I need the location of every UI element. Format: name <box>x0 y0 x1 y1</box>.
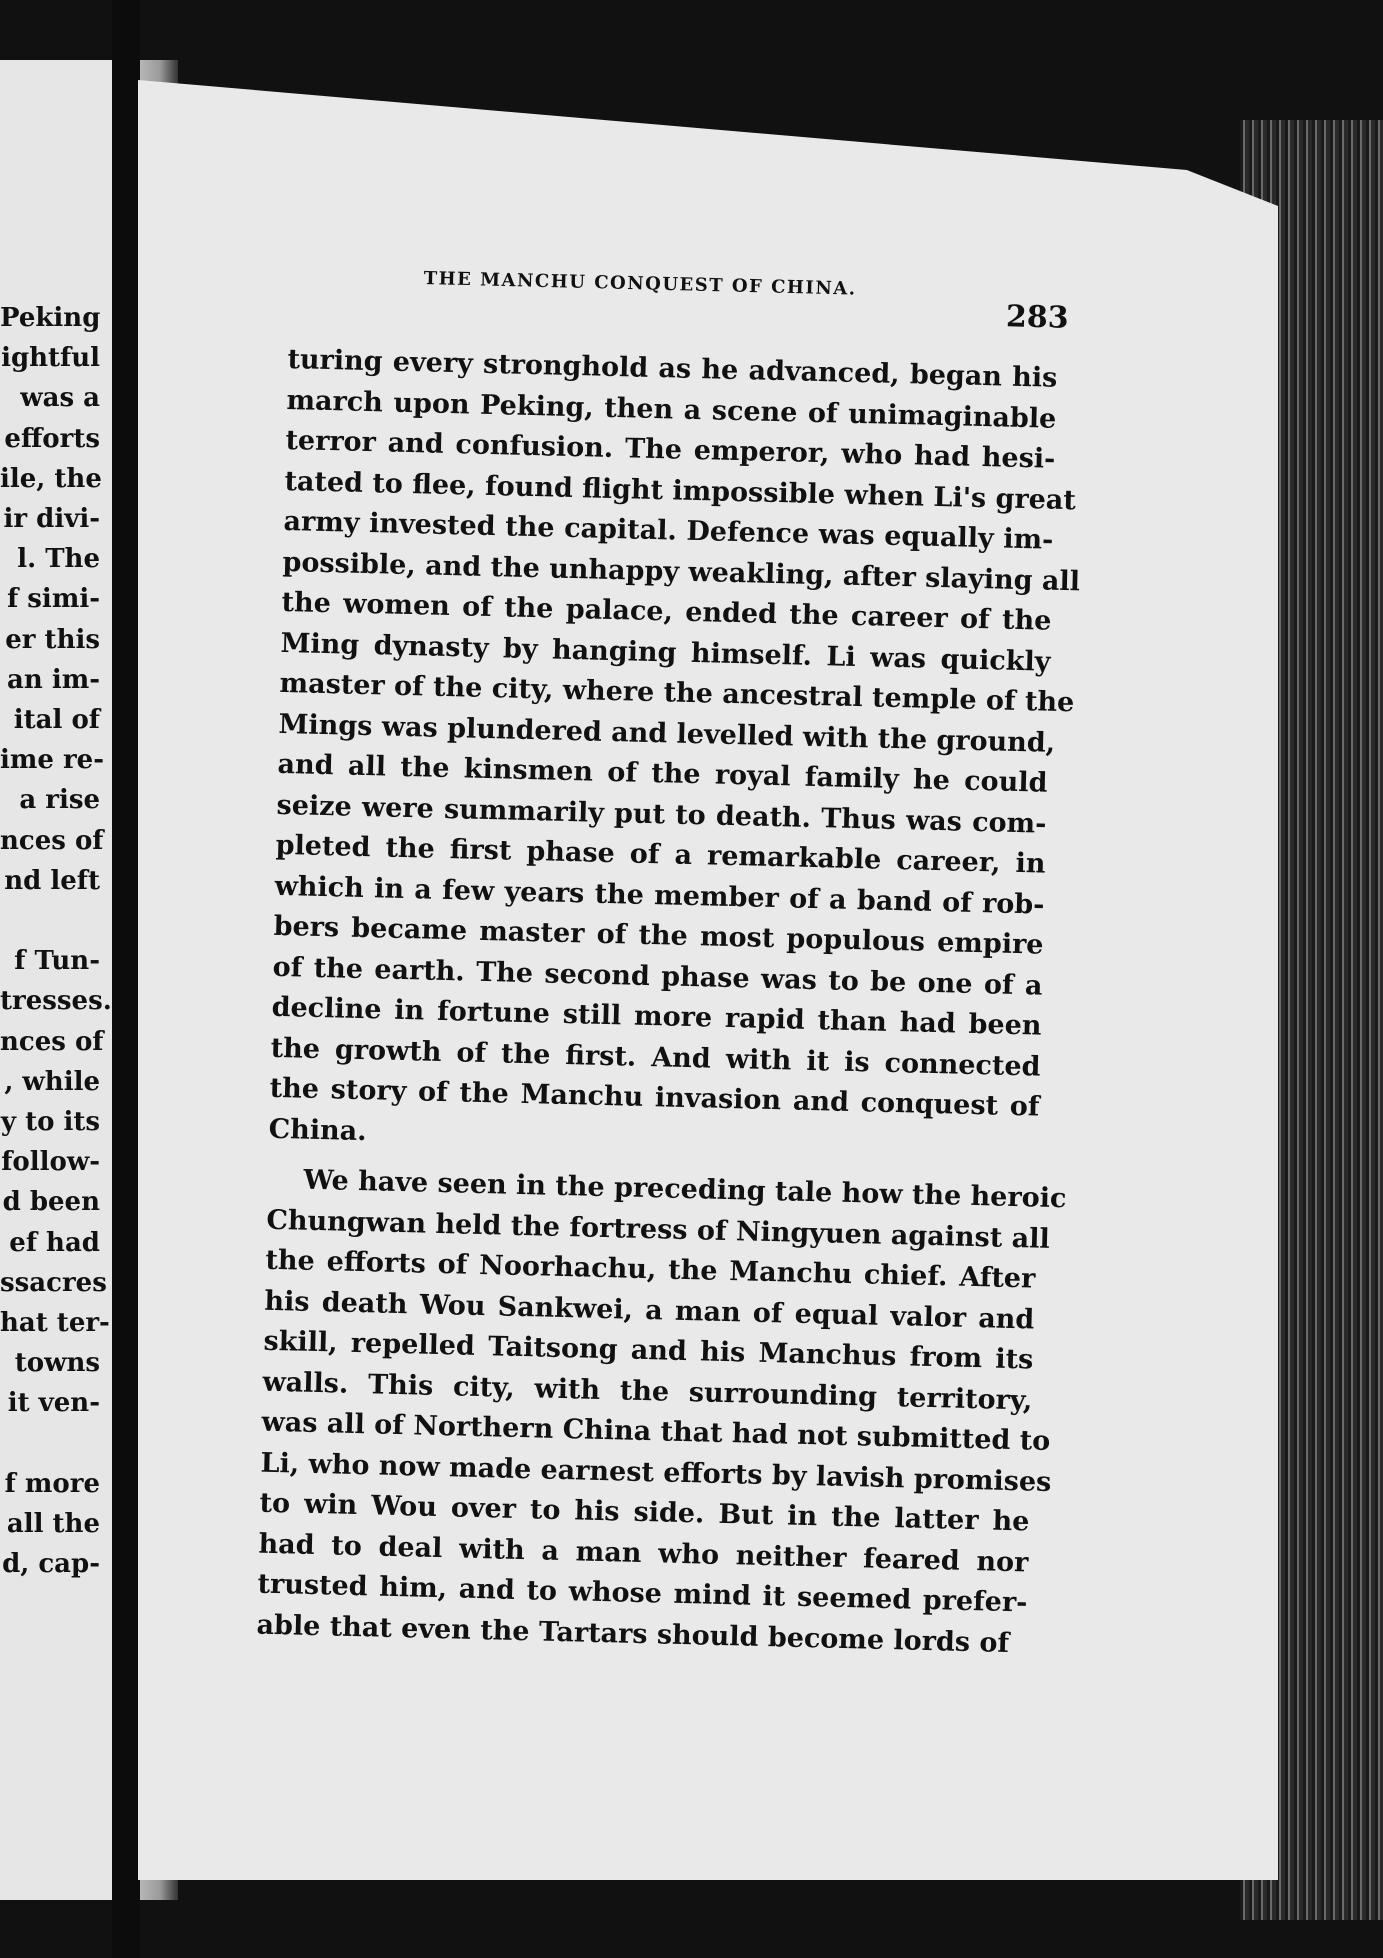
body-text <box>256 340 1081 1664</box>
left-page-line: tresses. <box>0 986 112 1017</box>
left-page-line: , while <box>4 1066 100 1097</box>
left-page-line: l. The <box>17 544 100 575</box>
left-page-line: a rise <box>19 785 100 816</box>
text-line: seize were summarily put to death. Thus was com- <box>276 789 1047 840</box>
left-page-line: y to its <box>0 1107 100 1138</box>
left-page-line: ightful <box>1 343 100 374</box>
text-line: We have seen in the preceding tale how the heroic <box>303 1164 1067 1215</box>
text-line: the efforts of Noorhachu, the Manchu chief. After <box>265 1244 1036 1295</box>
left-page-line: an im- <box>7 664 100 695</box>
left-page-line: ile, the <box>0 463 102 494</box>
left-page-line: ital of <box>13 705 100 736</box>
text-line: his death Wou Sankwei, a man of equal valor and <box>264 1285 1035 1336</box>
left-page-line: f Tun- <box>14 946 100 977</box>
text-line: Mings was plundered and levelled with the ground, <box>278 708 1056 759</box>
text-line: the story of the Manchu invasion and conquest of <box>269 1072 1040 1123</box>
text-line: pleted the first phase of a remarkable career, in <box>275 829 1046 880</box>
text-line: was all of Northern China that had not submitted to <box>261 1406 1051 1457</box>
text-line: march upon Peking, then a scene of unimaginable <box>286 384 1057 435</box>
left-page-line: ir divi- <box>3 504 100 535</box>
left-page-line: ssacres <box>0 1267 107 1298</box>
left-page-line: ef had <box>9 1227 100 1258</box>
paragraph-2 <box>256 1160 1067 1665</box>
text-line: decline in fortune still more rapid than had been <box>271 991 1042 1042</box>
text-line: terror and confusion. The emperor, who had hesi- <box>285 424 1056 475</box>
text-line: able that even the Tartars should become lords of <box>256 1609 1010 1659</box>
left-page-line <box>0 1424 100 1464</box>
left-page-line: f more <box>4 1468 100 1499</box>
text-line: Li, who now made earnest efforts by lavish promises <box>260 1447 1052 1498</box>
text-line: turing every stronghold as he advanced, began his <box>287 343 1058 394</box>
text-line: the growth of the first. And with it is connected <box>270 1032 1041 1083</box>
text-line: army invested the capital. Defence was equally im- <box>283 505 1054 556</box>
page-number: 283 <box>1005 299 1070 336</box>
left-page-line: f simi- <box>7 584 100 615</box>
text-line: had to deal with a man who neither feared nor <box>258 1528 1029 1578</box>
left-page-line: efforts <box>4 423 100 454</box>
text-line: tated to flee, found flight impossible when Li's great <box>284 465 1077 516</box>
running-head: THE MANCHU CONQUEST OF CHINA. <box>423 268 857 300</box>
left-page-line: all the <box>6 1509 100 1540</box>
left-page-line: er this <box>5 624 100 655</box>
text-line: possible, and the unhappy weakling, after slaying all <box>282 546 1081 597</box>
text-line: which in a few years the member of a band of rob- <box>274 870 1045 921</box>
left-page-line: nces of <box>0 825 104 856</box>
text-line: bers became master of the most populous empire <box>273 910 1044 961</box>
left-page-line: nd left <box>4 865 100 896</box>
text-line: China. <box>268 1113 367 1147</box>
left-page-line: it ven- <box>7 1388 100 1419</box>
book-spine <box>112 0 140 1958</box>
left-page-line: towns <box>14 1348 100 1379</box>
text-line: to win Wou over to his side. But in the latter he <box>259 1487 1030 1538</box>
left-page-line: d, cap- <box>2 1549 100 1580</box>
text-line: of the earth. The second phase was to be one of a <box>272 951 1043 1002</box>
paragraph-1 <box>268 340 1081 1169</box>
left-page-line: hat ter- <box>0 1308 110 1339</box>
text-line: the women of the palace, ended the career of the <box>281 586 1052 637</box>
left-page-line: ime re- <box>0 745 105 776</box>
text-line: master of the city, where the ancestral temple of the <box>279 667 1075 719</box>
left-page-line: d been <box>2 1187 100 1218</box>
left-page-line: nces of <box>0 1026 104 1057</box>
text-line: Chungwan held the fortress of Ningyuen against all <box>266 1204 1051 1255</box>
left-page-text <box>0 298 112 1584</box>
text-line: skill, repelled Taitsong and his Manchus from its <box>263 1325 1034 1376</box>
text-line: trusted him, and to whose mind it seemed prefer- <box>257 1568 1028 1619</box>
text-line: Ming dynasty by hanging himself. Li was quickly <box>280 627 1051 678</box>
text-line: and all the kinsmen of the royal family he could <box>277 748 1048 799</box>
left-page-line: follow- <box>1 1147 100 1178</box>
left-page-line: was a <box>20 383 100 414</box>
left-page-line <box>0 901 100 941</box>
text-line: walls. This city, with the surrounding territory, <box>262 1366 1033 1416</box>
left-page-line: Peking <box>0 303 101 333</box>
